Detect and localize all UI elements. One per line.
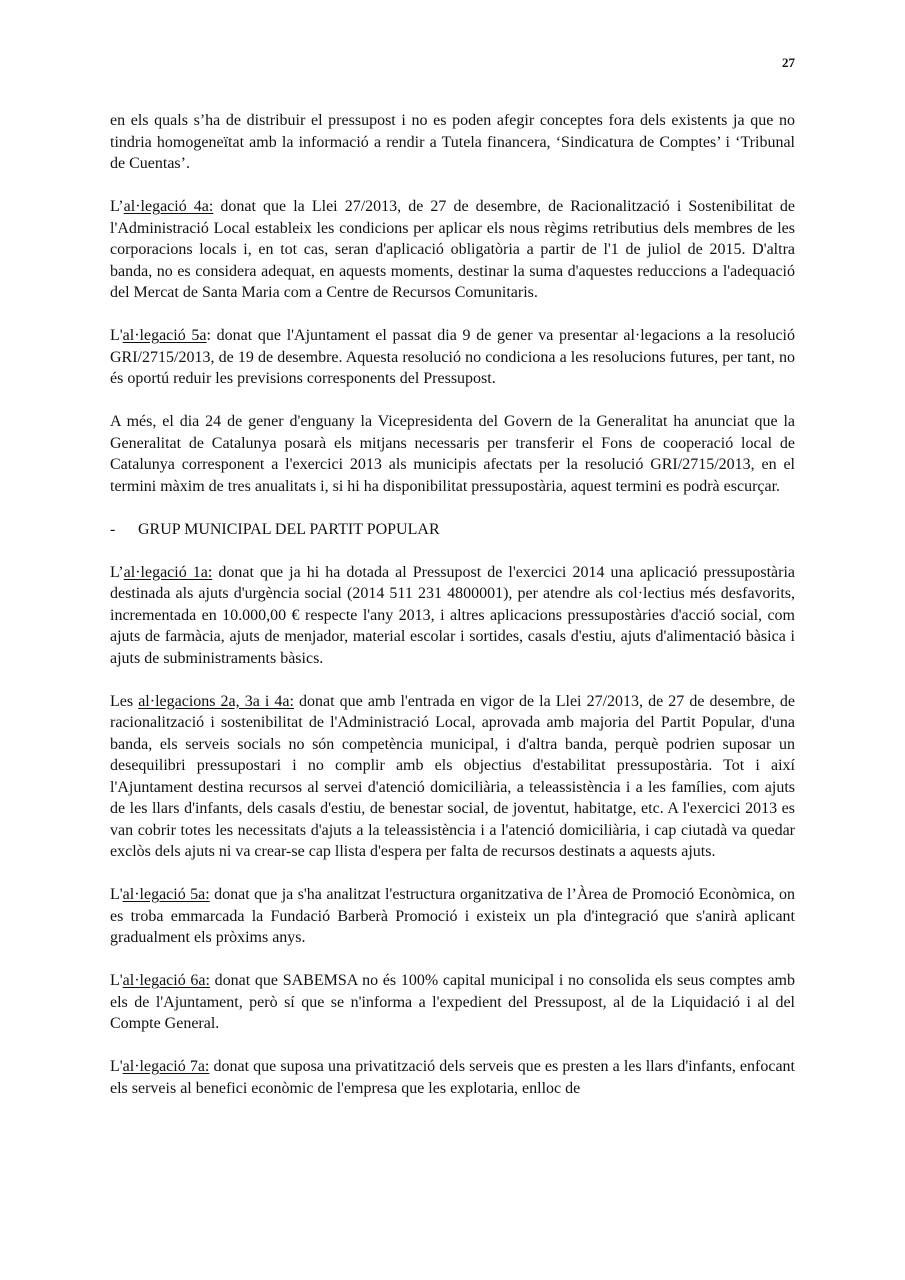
allegation-label: al·legacions 2a, 3a i 4a: [138, 692, 294, 710]
allegation-label: al·legació 5a: [122, 886, 210, 903]
paragraph-prefix: L' [110, 886, 123, 903]
allegation-label: al·legació 4a: [123, 198, 214, 215]
paragraph-allegations-2a-3a-4a [110, 691, 795, 863]
page-number: 27 [782, 55, 795, 70]
paragraph-allegation-4a [110, 196, 795, 304]
paragraph-text: donat que amb l'entrada en vigor de la Llei 27/2013, de 27 de desembre, de racionalització i sostenibilitat de l'Administració Local, aprovada amb majoria del Partit Popular, d'una banda, els serveis socials no són competència municipal, i d'altra banda, perquè podrien suposar un desequilibri pressupostari i no complir amb els objectius d'estabilitat pressupostària. Tot i així l'Ajuntament destina recursos al servei d'atenció domiciliària, a teleassistència i a les famílies, com ajuts de les llars d'infants, dels casals d'estiu, de benestar social, de joventut, habitatge, etc. A l'exercici 2013 es van cobrir totes les necessitats d'ajuts a la teleassistència i a l'atenció domiciliària, i cap ciutadà va quedar exclòs dels ajuts ni va crear-se cap llista d'espera per falta de recursos destinats a aquests ajuts. [110, 692, 795, 860]
paragraph-intro: en els quals s’ha de distribuir el pressupost i no es poden afegir conceptes fora dels existents ja que no tindria homogeneïtat amb la informació a rendir a Tutela financera, ‘Sindicatura de Comptes’ i ‘Tribunal de Cuentas’. [110, 112, 795, 172]
document-body [110, 110, 795, 1121]
paragraph-allegation-1a [110, 562, 795, 670]
paragraph-prefix: Les [110, 692, 139, 710]
paragraph-prefix: L’ [110, 563, 124, 581]
paragraph-text: donat que ja hi ha dotada al Pressupost de l'exercici 2014 una aplicació pressupostària destinada als ajuts d'urgència social (2014 511 231 4800001), per atendre als col·lectius més desfavorits, incrementada en 10.000,00 € respecte l'any 2013, i altres aplicacions pressupostàries d'acció social, com ajuts de farmàcia, ajuts de menjador, material escolar i sortides, casals d'estiu, ajuts d'alimentació bàsica i ajuts de subministraments bàsics. [110, 563, 795, 667]
allegation-label: al·legació 1a: [123, 563, 213, 581]
paragraph-prefix: L' [110, 972, 123, 989]
paragraph-prefix: L' [110, 327, 123, 344]
section-heading-text: GRUP MUNICIPAL DEL PARTIT POPULAR [138, 520, 440, 538]
paragraph-allegation-6a [110, 970, 795, 1035]
paragraph-generalitat: A més, el dia 24 de gener d'enguany la Vicepresidenta del Govern de la Generalitat ha anunciat que la Generalitat de Catalunya posarà els mitjans necessaris per transferir el Fons de cooperació local de Catalunya corresponent a l'exercici 2013 als municipis afectats per la resolució GRI/2715/2013, en el termini màxim de tres anualitats i, si hi ha disponibilitat pressupostària, aquest termini es podrà escurçar. [110, 413, 795, 495]
section-heading [110, 519, 795, 541]
paragraph-allegation-5a-pp [110, 884, 795, 949]
paragraph-text: donat que SABEMSA no és 100% capital municipal i no consolida els seus comptes amb els de l'Ajuntament, però sí que se n'informa a l'expedient del Pressupost, al de la Liquidació i al del Compte General. [110, 972, 795, 1032]
paragraph-text: : donat que l'Ajuntament el passat dia 9 de gener va presentar al·legacions a la resolució GRI/2715/2013, de 19 de desembre. Aquesta resolució no condiciona a les resolucions futures, per tant, no és oportú reduir les previsions corresponents del Pressupost. [110, 327, 796, 387]
allegation-label: al·legació 5a [122, 327, 207, 344]
paragraph-prefix: L' [110, 1058, 123, 1075]
paragraph-allegation-7a [110, 1056, 795, 1099]
allegation-label: al·legació 6a: [122, 972, 210, 989]
paragraph-allegation-5a [110, 325, 795, 390]
paragraph-prefix: L’ [110, 198, 124, 215]
paragraph-text: donat que suposa una privatització dels serveis que es presten a les llars d'infants, enfocant els serveis al benefici econòmic de l'empresa que les explotaria, enlloc de [110, 1058, 796, 1097]
allegation-label: al·legació 7a: [122, 1058, 210, 1075]
list-dash: - [110, 520, 116, 538]
paragraph-text: donat que ja s'ha analitzat l'estructura organitzativa de l’Àrea de Promoció Econòmica, on es troba emmarcada la Fundació Barberà Promoció i existeix un pla d'integració que s'anirà aplicant gradualment els pròxims anys. [110, 886, 795, 946]
paragraph-text: donat que la Llei 27/2013, de 27 de desembre, de Racionalització i Sostenibilitat de l'Administració Local estableix les condicions per aplicar els nous règims retributius dels membres de les corporacions locals i, en tot cas, seran d'aplicació obligatòria a partir de l'1 de juliol de 2015. D'altra banda, no es considera adequat, en aquests moments, destinar la suma d'aquestes reduccions a l'adequació del Mercat de Santa Maria com a Centre de Recursos Comunitaris. [110, 198, 795, 301]
